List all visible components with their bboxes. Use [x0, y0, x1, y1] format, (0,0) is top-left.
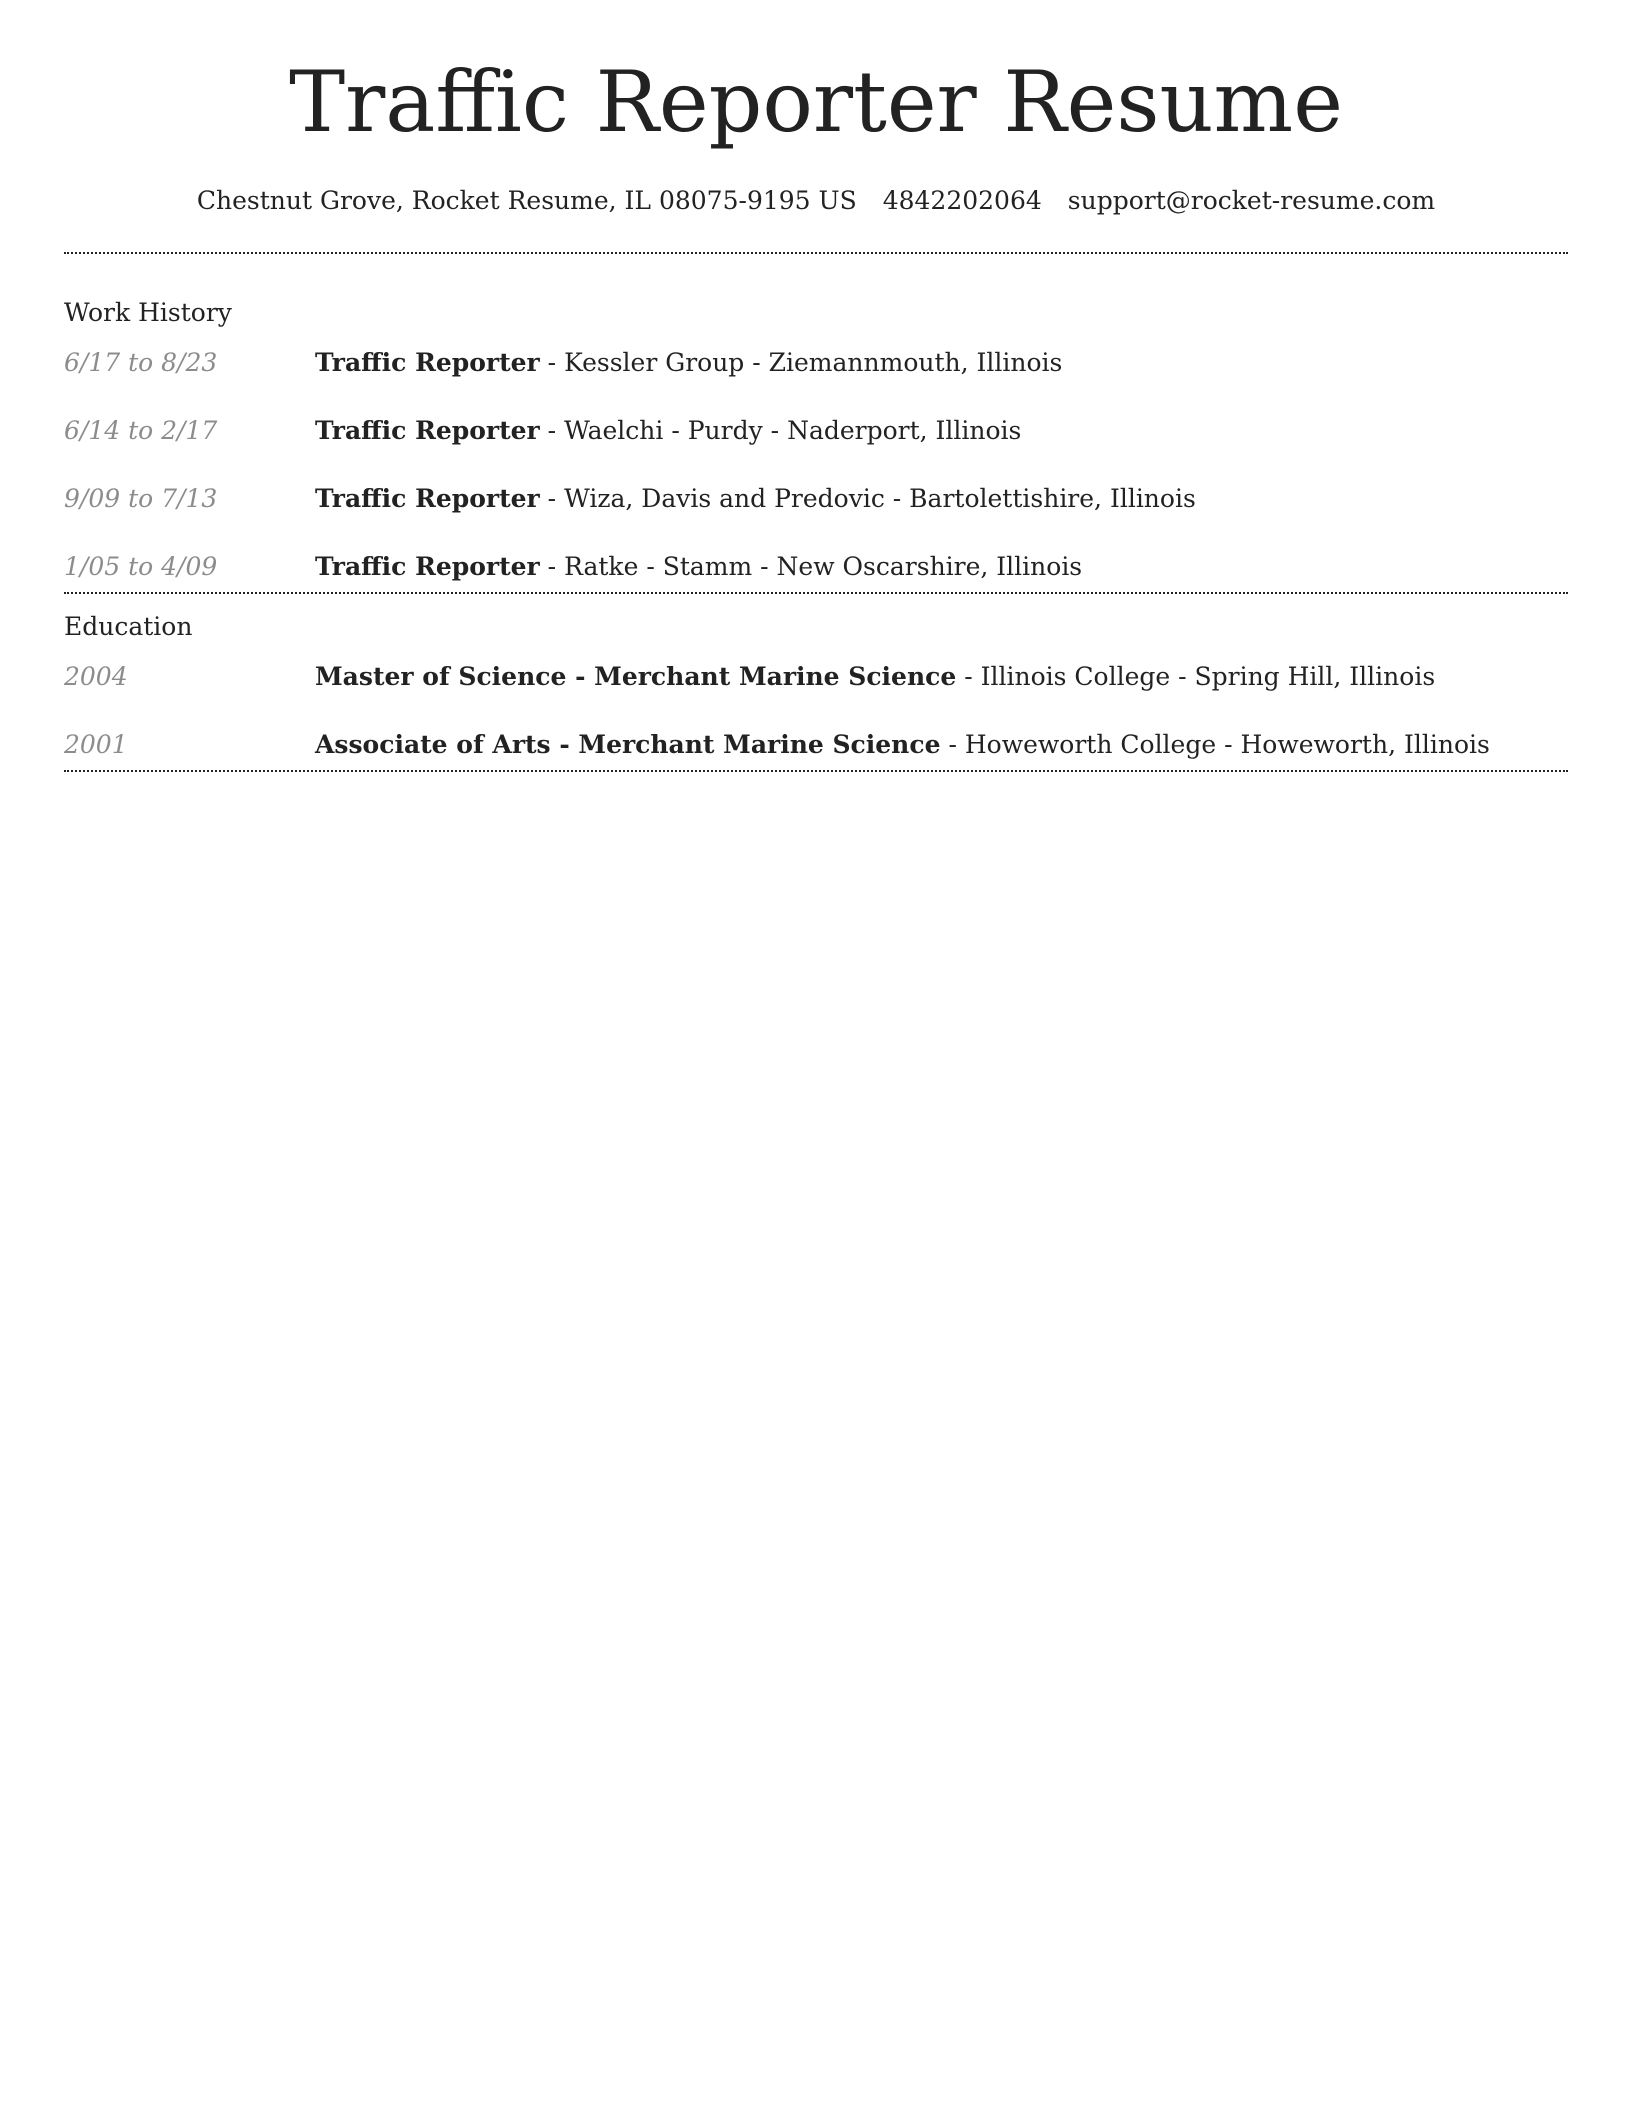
entry-text [315, 552, 1082, 582]
page-title: Traffic Reporter Resume [289, 53, 1343, 151]
entry-dates: 2001 [64, 730, 128, 759]
entry-role: Traffic Reporter [315, 348, 540, 377]
entry-text [315, 348, 1062, 378]
entry-details: - Kessler Group - Ziemannmouth, Illinois [539, 348, 1063, 377]
work-history-section [64, 298, 1568, 592]
divider [64, 252, 1568, 254]
work-history-entry [64, 552, 1568, 592]
entry-text [315, 416, 1021, 446]
entry-dates: 9/09 to 7/13 [64, 484, 218, 513]
contact-line [64, 186, 1568, 216]
entry-details: - Howeworth College - Howeworth, Illinois [940, 730, 1490, 759]
work-history-entry [64, 484, 1568, 552]
entry-text [315, 662, 1435, 692]
work-history-entry [64, 348, 1568, 416]
divider [64, 770, 1568, 772]
entry-role: Traffic Reporter [315, 416, 540, 445]
entry-role: Traffic Reporter [315, 552, 540, 581]
entry-text [315, 730, 1490, 760]
entry-dates: 6/17 to 8/23 [64, 348, 218, 377]
section-heading-work-history: Work History [64, 298, 232, 327]
entry-details: - Wiza, Davis and Predovic - Bartolettishire, Illinois [539, 484, 1196, 513]
entry-details: - Ratke - Stamm - New Oscarshire, Illinois [539, 552, 1083, 581]
entry-details: - Waelchi - Purdy - Naderport, Illinois [539, 416, 1022, 445]
contact-phone: 4842202064 [882, 186, 1042, 215]
entry-dates: 2004 [64, 662, 128, 691]
entry-degree: Master of Science - Merchant Marine Science [315, 662, 957, 691]
entry-role: Traffic Reporter [315, 484, 540, 513]
entry-degree: Associate of Arts - Merchant Marine Science [315, 730, 941, 759]
work-history-entry [64, 416, 1568, 484]
contact-email: support@rocket-resume.com [1067, 186, 1436, 215]
contact-address: Chestnut Grove, Rocket Resume, IL 08075-9195 US [196, 186, 857, 215]
education-entry [64, 662, 1568, 730]
entry-details: - Illinois College - Spring Hill, Illinois [956, 662, 1436, 691]
divider [64, 592, 1568, 594]
entry-dates: 6/14 to 2/17 [64, 416, 218, 445]
entry-dates: 1/05 to 4/09 [64, 552, 218, 581]
section-heading-education: Education [64, 612, 193, 641]
education-entry [64, 730, 1568, 770]
entry-text [315, 484, 1196, 514]
education-section [64, 612, 1568, 770]
